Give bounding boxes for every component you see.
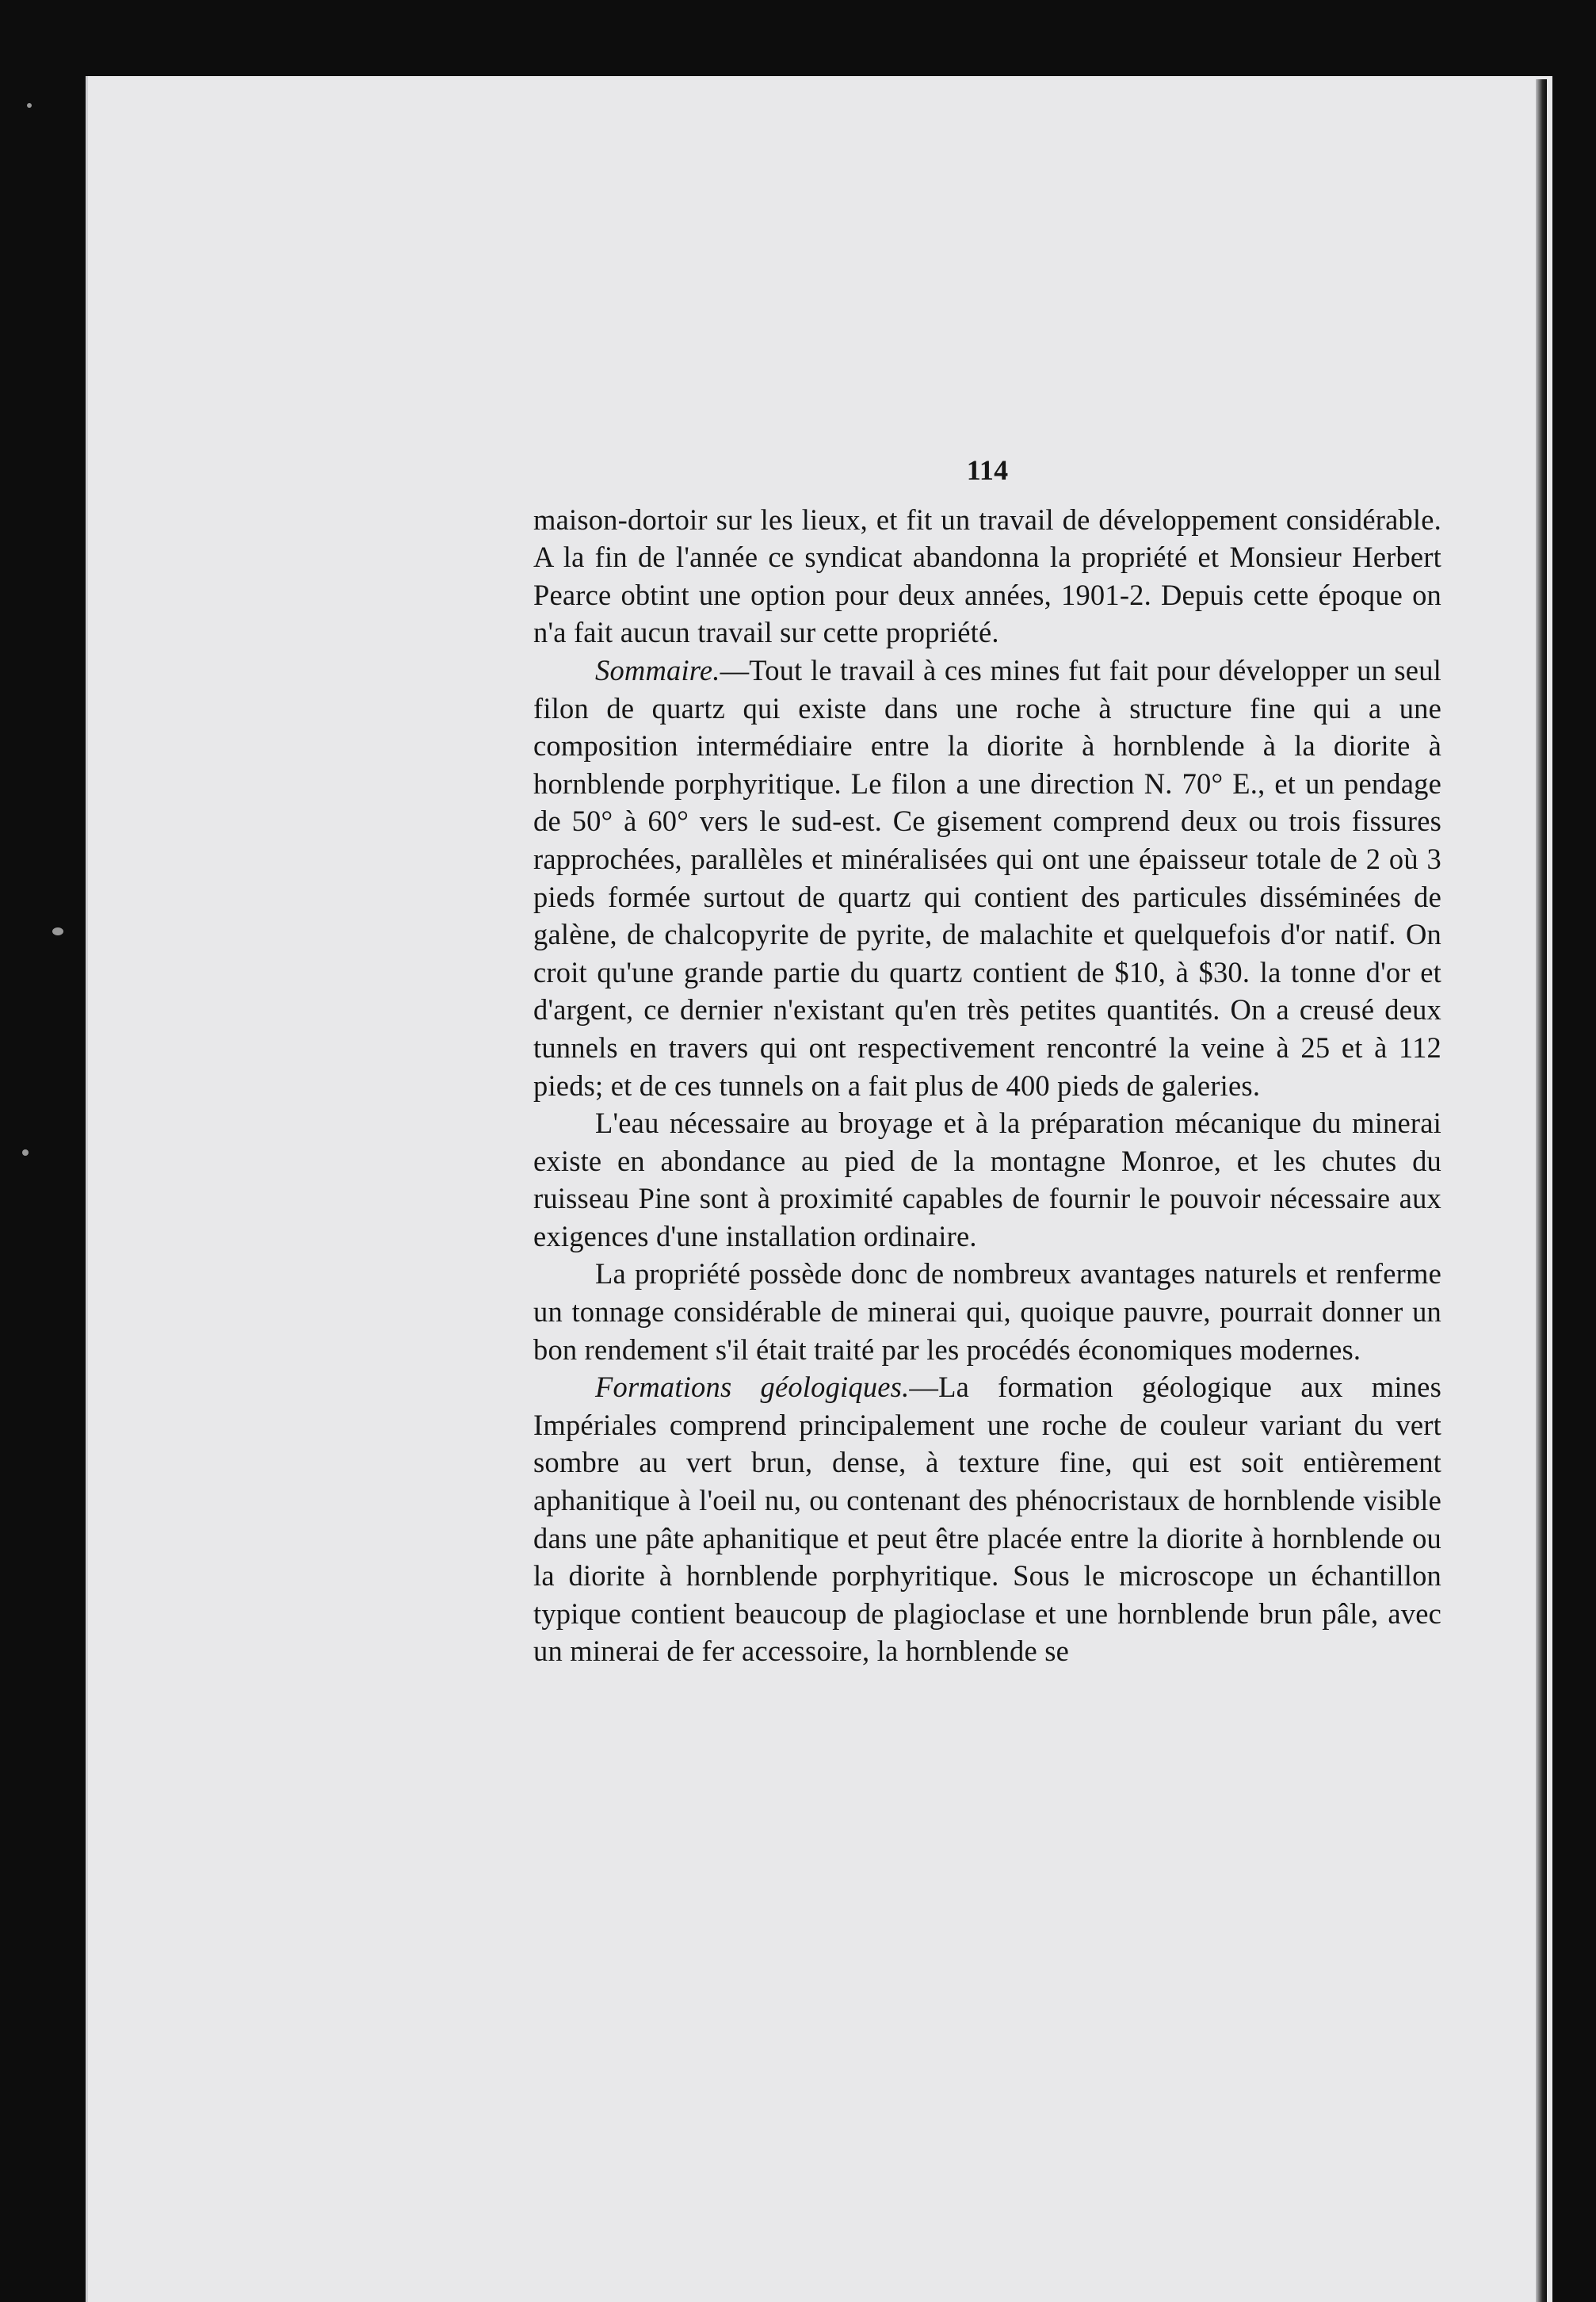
paragraph-4 [533, 1255, 1441, 1368]
scan-speck [52, 927, 63, 935]
scan-speck [22, 1149, 29, 1156]
page-right-edge-shadow [1536, 79, 1547, 2302]
paragraph-1-text: maison-dortoir sur les lieux, et fit un travail de développement considérable. A la fin de l'année ce syndicat abandonna la propriété et Monsieur Herbert Pearce obtint une option pour deux années, 1901-2. Depuis cette époque on n'a fait aucun travail sur cette propriété. [533, 503, 1441, 649]
scan-speck [27, 103, 32, 108]
paragraph-2 [533, 652, 1441, 1104]
paragraph-2-text: —Tout le travail à ces mines fut fait pour développer un seul filon de quartz qui existe dans une roche à structure fine qui a une composition intermédiaire entre la diorite à hornblende à la diorite à hornblende porphyritique. Le filon a une direction N. 70° E., et un pendage de 50° à 60° vers le sud-est. Ce gisement comprend deux ou trois fissures rapprochées, parallèles et minéralisées qui ont une épaisseur totale de 2 où 3 pieds formée surtout de quartz qui contient des particules disséminées de galène, de chalcopyrite de pyrite, de malachite et quelquefois d'or natif. On croit qu'une grande partie du quartz contient de $10, à $30. la tonne d'or et d'argent, ce dernier n'existant qu'en très petites quantités. On a creusé deux tunnels en travers qui ont respectivement rencontré la veine à 25 et à 112 pieds; et de ces tunnels on a fait plus de 400 pieds de galeries. [533, 653, 1441, 1102]
section-heading-formations: Formations géologiques. [595, 1371, 910, 1404]
paragraph-5-text: —La formation géologique aux mines Impériales comprend principalement une roche de couleur variant du vert sombre au vert brun, dense, à texture fine, qui est soit entièrement aphanitique à l'oeil nu, ou contenant des phénocristaux de hornblende visible dans une pâte aphanitique et peut être placée entre la diorite à hornblende ou la diorite à hornblende porphyritique. Sous le microscope un échantillon typique contient beaucoup de plagioclase et une hornblende brun pâle, avec un minerai de fer accessoire, la hornblende se [533, 1371, 1441, 1668]
paragraph-3 [533, 1104, 1441, 1255]
paragraph-5 [533, 1368, 1441, 1670]
document-page [86, 76, 1552, 2302]
paragraph-4-text: La propriété possède donc de nombreux avantages naturels et renferme un tonnage considérable de minerai qui, quoique pauvre, pourrait donner un bon rendement s'il était traité par les procédés économiques modernes. [533, 1257, 1441, 1366]
paragraph-1 [533, 501, 1441, 652]
section-heading-sommaire: Sommaire. [595, 653, 720, 686]
page-number: 114 [966, 454, 1009, 486]
paragraph-3-text: L'eau nécessaire au broyage et à la préparation mécanique du minerai existe en abondance au pied de la montagne Monroe, et les chutes du ruisseau Pine sont à proximité capables de fournir le pouvoir nécessaire aux exigences d'une installation ordinaire. [533, 1107, 1441, 1252]
page-content [533, 452, 1441, 1670]
